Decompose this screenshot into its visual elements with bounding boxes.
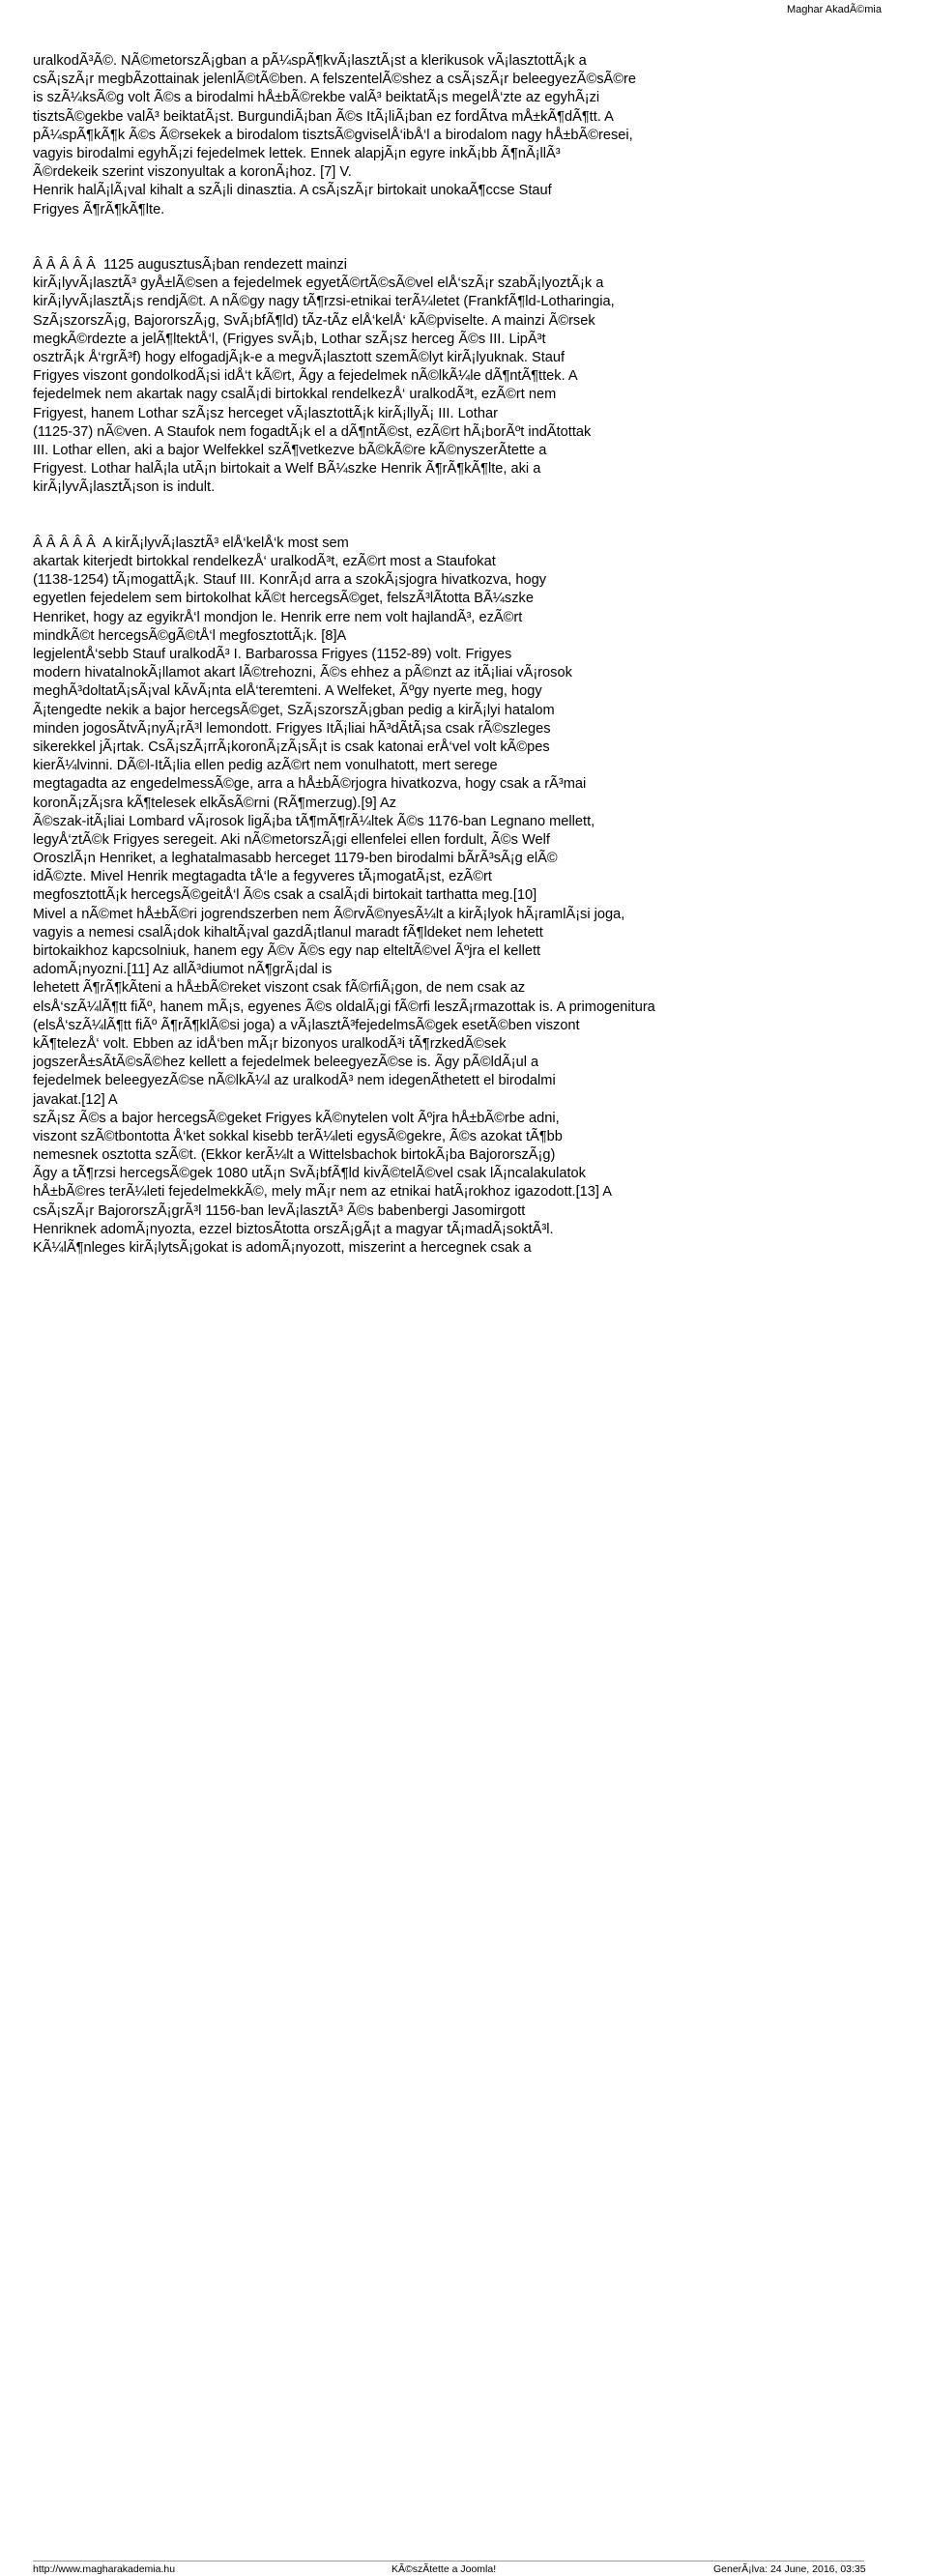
text-line: Ã©szak-itÃ¡liai Lombard vÃ¡rosok ligÃ¡ba tÃ¶mÃ¶rÃ¼ltek Ã©s 1176-ban Legnano mellett, (33, 813, 595, 829)
article-body (33, 52, 903, 1258)
text-line: Frigyest. Lothar halÃ¡la utÃ¡n birtokait a Welf BÃ¼szke Henrik Ã¶rÃ¶kÃ¶lte, aki a (33, 461, 541, 478)
text-line: Henrik halÃ¡lÃ¡val kihalt a szÃ¡li dinasztia. A csÃ¡szÃ¡r birtokait unokaÃ¶ccse Stauf (33, 183, 552, 199)
text-line: minden jogosÃtvÃ¡nyÃ¡rÃ³l lemondott. Frigyes ItÃ¡liai hÃ³dÃtÃ¡sa csak rÃ©szleges (33, 720, 551, 737)
text-line: legyÅ‘ztÃ©k Frigyes seregeit. Aki nÃ©metorszÃ¡gi ellenfelei ellen fordult, Ã©s Welf (33, 831, 550, 848)
paragraph-spacer (33, 219, 903, 256)
text-line: nemesnek osztotta szÃ©t. (Ekkor kerÃ¼lt a Wittelsbachok birtokÃ¡ba BajororszÃ¡g) (33, 1147, 556, 1164)
text-line: kÃ¶telezÅ‘ volt. Ebben az idÅ‘ben mÃ¡r bizonyos uralkodÃ³i tÃ¶rzkedÃ©sek (33, 1035, 507, 1052)
paragraph-spacer (33, 498, 903, 535)
text-line: legjelentÅ‘sebb Stauf uralkodÃ³ I. Barbarossa Frigyes (1152-89) volt. Frigyes (33, 647, 512, 663)
text-line: szÃ¡sz Ã©s a bajor hercegsÃ©geket Frigyes kÃ©nytelen volt Ãºjra hÅ±bÃ©rbe adni, (33, 1110, 560, 1126)
text-line: lehetett Ã¶rÃ¶kÃteni a hÅ±bÃ©reket viszont csak fÃ©rfiÃ¡gon, de nem csak az (33, 980, 526, 997)
page-header (0, 0, 928, 19)
text-line: Frigyest, hanem Lothar szÃ¡sz herceget vÃ¡lasztottÃ¡k kirÃ¡llyÃ¡ III. Lothar (33, 405, 498, 421)
text-line: kirÃ¡lyvÃ¡lasztÃ³ gyÅ±lÃ©sen a fejedelmek egyetÃ©rtÃ©sÃ©vel elÅ‘szÃ¡r szabÃ¡lyoztÃ¡k a (33, 275, 604, 292)
text-line: III. Lothar ellen, aki a bajor Welfekkel szÃ¶vetkezve bÃ©kÃ©re kÃ©nyszerÃtette a (33, 442, 547, 458)
text-line: sikerekkel jÃ¡rtak. CsÃ¡szÃ¡rrÃ¡koronÃ¡zÃ¡sÃ¡t is csak katonai erÅ‘vel volt kÃ©pes (33, 738, 550, 755)
text-line: megfosztottÃ¡k hercegsÃ©geitÅ‘l Ã©s csak a csalÃ¡di birtokait tarthatta meg.[10] (33, 887, 537, 904)
text-line: KÃ¼lÃ¶nleges kirÃ¡lytsÃ¡gokat is adomÃ¡nyozott, miszerint a hercegnek csak a (33, 1240, 532, 1257)
text-line: Ã©rdekeik szerint viszonyultak a koronÃ¡hoz. [7] V. (33, 164, 352, 181)
text-line: uralkodÃ³Ã©. NÃ©metorszÃ¡gban a pÃ¼spÃ¶kvÃ¡lasztÃ¡st a klerikusok vÃ¡lasztottÃ¡k a (33, 53, 587, 69)
text-line: tisztsÃ©gekbe valÃ³ beiktatÃ¡st. BurgundiÃ¡ban Ã©s ItÃ¡liÃ¡ban ez fordÃtva mÅ±kÃ¶dÃ¶tt. A (33, 108, 614, 125)
text-line: elsÅ‘szÃ¼lÃ¶tt fiÃº, hanem mÃ¡s, egyenes Ã©s oldalÃ¡gi fÃ©rfi leszÃ¡rmazottak is. A primogenitura (33, 999, 655, 1015)
text-line: fejedelmek beleegyezÃ©se nÃ©lkÃ¼l az uralkodÃ³ nem idegenÃthetett el birodalmi (33, 1073, 556, 1089)
text-line: koronÃ¡zÃ¡sra kÃ¶telesek elkÃsÃ©rni (RÃ¶merzug).[9] Az (33, 795, 396, 811)
text-line: megkÃ©rdezte a jelÃ¶ltektÅ‘l, (Frigyes svÃ¡b, Lothar szÃ¡sz herceg Ã©s III. LipÃ³t (33, 331, 546, 347)
text-line: Â Â Â Â Â 1125 augusztusÃ¡ban rendezett mainzi (33, 257, 348, 274)
text-line: Henriknek adomÃ¡nyozta, ezzel biztosÃtotta orszÃ¡gÃ¡t a magyar tÃ¡madÃ¡soktÃ³l. (33, 1221, 554, 1237)
text-line: kirÃ¡lyvÃ¡lasztÃ¡son is indult. (33, 479, 216, 496)
text-line: Ã¡tengedte nekik a bajor hercegsÃ©get, SzÃ¡szorszÃ¡gban pedig a kirÃ¡lyi hatalom (33, 702, 555, 718)
text-line: kierÃ¼lvinni. DÃ©l-ItÃ¡lia ellen pedig azÃ©rt nem vonulhatott, mert serege (33, 758, 498, 774)
text-line: Ãgy a tÃ¶rzsi hercegsÃ©gek 1080 utÃ¡n SvÃ¡bfÃ¶ld kivÃ©telÃ©vel csak lÃ¡ncalakulatok (33, 1166, 586, 1182)
text-line: modern hivatalnokÃ¡llamot akart lÃ©trehozni, Ã©s ehhez a pÃ©nzt az itÃ¡liai vÃ¡rosok (33, 665, 572, 681)
text-line: kirÃ¡lyvÃ¡lasztÃ¡s rendjÃ©t. A nÃ©gy nagy tÃ¶rzsi-etnikai terÃ¼letet (FrankfÃ¶ld-Lotharingia, (33, 294, 615, 310)
text-line: (1125-37) nÃ©ven. A Staufok nem fogadtÃ¡k el a dÃ¶ntÃ©st, ezÃ©rt hÃ¡borÃºt indÃtottak (33, 423, 592, 440)
text-line: osztrÃ¡k Å‘rgrÃ³f) hogy elfogadjÃ¡k-e a megvÃ¡lasztott szemÃ©lyt kirÃ¡lyuknak. Stauf (33, 350, 566, 366)
text-line: jogszerÅ±sÃtÃ©sÃ©hez kellett a fejedelmek beleegyezÃ©se is. Ãgy pÃ©ldÃ¡ul a (33, 1055, 539, 1071)
text-line: csÃ¡szÃ¡r BajororszÃ¡grÃ³l 1156-ban levÃ¡lasztÃ³ Ã©s babenbergi Jasomirgott (33, 1202, 526, 1219)
site-title: Maghar AkadÃ©mia (787, 4, 882, 15)
footer-divider (33, 2561, 864, 2562)
text-line: javakat.[12] A (33, 1091, 118, 1108)
text-line: (1138-1254) tÃ¡mogattÃ¡k. Stauf III. KonrÃ¡d arra a szokÃ¡sjogra hivatkozva, hogy (33, 572, 547, 589)
paragraph-1 (33, 52, 903, 219)
text-line: egyetlen fejedelem sem birtokolhat kÃ©t hercegsÃ©get, felszÃ³lÃtotta BÃ¼szke (33, 591, 534, 607)
text-line: (elsÅ‘szÃ¼lÃ¶tt fiÃº Ã¶rÃ¶klÃ©si joga) a vÃ¡lasztÃ³fejedelmsÃ©gek esetÃ©ben viszont (33, 1017, 580, 1033)
text-line: csÃ¡szÃ¡r megbÃzottainak jelenlÃ©tÃ©ben. A felszentelÃ©shez a csÃ¡szÃ¡r beleegyezÃ©sÃ©re (33, 72, 636, 88)
text-line: OroszlÃ¡n Henriket, a leghatalmasabb herceget 1179-ben birodalmi bÃrÃ³sÃ¡g elÃ© (33, 851, 558, 867)
text-line: meghÃ³doltatÃ¡sÃ¡val kÃvÃ¡nta elÅ‘teremteni. A Welfeket, Ãºgy nyerte meg, hogy (33, 683, 542, 700)
text-line: viszont szÃ©tbontotta Å‘ket sokkal kisebb terÃ¼leti egysÃ©gekre, Ã©s azokat tÃ¶bb (33, 1128, 563, 1144)
footer-joomla-credit: KÃ©szÃtette a Joomla! (392, 2563, 497, 2575)
text-line: is szÃ¼ksÃ©g volt Ã©s a birodalmi hÅ±bÃ©rekbe valÃ³ beiktatÃ¡s megelÅ‘zte az egyhÃ¡zi (33, 90, 600, 106)
text-line: adomÃ¡nyozni.[11] Az allÃ³diumot nÃ¶grÃ¡dal is (33, 962, 333, 978)
text-line: birtokaikhoz kapcsolniuk, hanem egy Ã©v Ã©s egy nap elteltÃ©vel Ãºjra el kellett (33, 943, 541, 960)
footer-site-url[interactable]: http://www.magharakademia.hu (33, 2563, 176, 2575)
text-line: vagyis a nemesi csalÃ¡dok kihaltÃ¡val gazdÃ¡tlanul maradt fÃ¶ldeket nem lehetett (33, 924, 543, 941)
text-line: Mivel a nÃ©met hÅ±bÃ©ri jogrendszerben nem Ã©rvÃ©nyesÃ¼lt a kirÃ¡lyok hÃ¡ramlÃ¡si joga, (33, 906, 625, 922)
text-line: Frigyes viszont gondolkodÃ¡si idÅ‘t kÃ©rt, Ãgy a fejedelmek nÃ©lkÃ¼le dÃ¶ntÃ¶ttek. A (33, 368, 578, 385)
text-line: akartak kiterjedt birtokkal rendelkezÅ‘ uralkodÃ³t, ezÃ©rt most a Staufokat (33, 554, 496, 570)
text-line: idÃ©zte. Mivel Henrik megtagadta tÅ‘le a fegyveres tÃ¡mogatÃ¡st, ezÃ©rt (33, 869, 492, 885)
page-footer (0, 1279, 928, 2575)
text-line: vagyis birodalmi egyhÃ¡zi fejedelmek lettek. Ennek alapjÃ¡n egyre inkÃ¡bb Ã¶nÃ¡llÃ³ (33, 145, 561, 161)
text-line: Frigyes Ã¶rÃ¶kÃ¶lte. (33, 201, 165, 217)
paragraph-2 (33, 256, 903, 497)
text-line: hÅ±bÃ©res terÃ¼leti fejedelmekkÃ©, mely mÃ¡r nem az etnikai hatÃ¡rokhoz igazodott.[13] A (33, 1184, 612, 1201)
paragraph-3 (33, 535, 903, 1258)
text-line: megtagadta az engedelmessÃ©ge, arra a hÅ±bÃ©rjogra hivatkozva, hogy csak a rÃ³mai (33, 776, 587, 793)
text-line: fejedelmek nem akartak nagy csalÃ¡di birtokkal rendelkezÅ‘ uralkodÃ³t, ezÃ©rt nem (33, 387, 557, 403)
text-line: SzÃ¡szorszÃ¡g, BajororszÃ¡g, SvÃ¡bfÃ¶ld) tÃz-tÃz elÅ‘kelÅ‘ kÃ©pviselte. A mainzi Ã©rsek (33, 312, 595, 329)
text-line: pÃ¼spÃ¶kÃ¶k Ã©s Ã©rsekek a birodalom tisztsÃ©gviselÅ‘ibÅ‘l a birodalom nagy hÅ±bÃ©resei, (33, 127, 633, 143)
footer-generated-date: GenerÃ¡lva: 24 June, 2016, 03:35 (713, 2563, 866, 2575)
text-line: mindkÃ©t hercegsÃ©gÃ©tÅ‘l megfosztottÃ¡k. [8]A (33, 627, 347, 644)
text-line: Henriket, hogy az egyikrÅ‘l mondjon le. Henrik erre nem volt hajlandÃ³, ezÃ©rt (33, 609, 523, 625)
text-line: Â Â Â Â Â A kirÃ¡lyvÃ¡lasztÃ³ elÅ‘kelÅ‘k most sem (33, 535, 349, 551)
